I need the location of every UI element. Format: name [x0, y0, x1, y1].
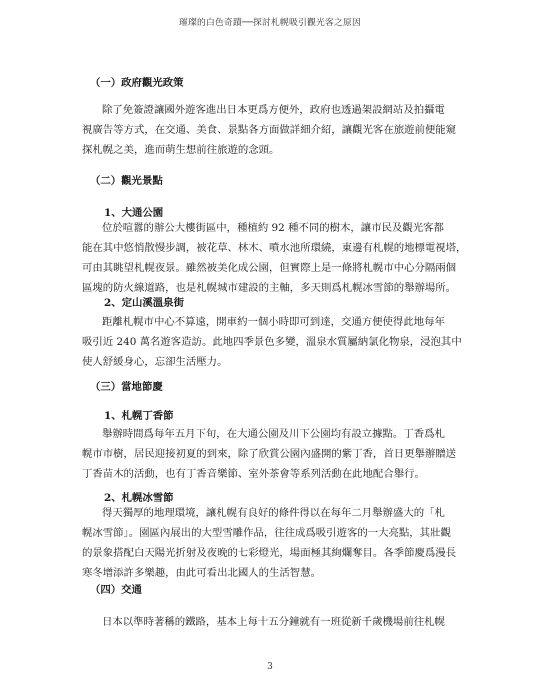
paragraph-line: 得天獨厚的地理環境，讓札幌有良好的條件得以在每年二月舉辦盛大的「札 [102, 507, 445, 519]
paragraph-line: 吸引近 240 萬名遊客造訪。此地四季景色多變，溫泉水質屬納氯化物泉，浸泡其中 [82, 336, 462, 348]
paragraph-line: 幌冰雪節」。園區內展出的大型雪雕作品，往往成爲吸引遊客的一大亮點，其壯觀 [82, 527, 451, 539]
paragraph-transportation [82, 612, 460, 632]
paragraph-line: 可由其眺望札幌夜景。雖然被美化成公園，但實際上是一條將札幌市中心分隔兩個 [82, 262, 457, 274]
paragraph-line: 舉辦時間爲每年五月下旬，在大通公園及川下公園均有設立據點。丁香爲札 [102, 428, 445, 440]
subsection-heading-jozankei-onsen: 2、定山溪溫泉街 [104, 297, 184, 309]
section-heading-government-policy: （一）政府觀光政策 [90, 77, 184, 89]
paragraph-line: 丁香苗木的活動，也有丁香音樂節、室外茶會等系列活動在此地配合舉行。 [82, 468, 425, 480]
paragraph-line: 區塊的防火線道路，也是札幌城市建設的主軸，多天則爲札幌冰雪節的舉辦場所。 [82, 282, 457, 294]
paragraph-line: 視廣告等方式，在交通、美食、景點各方面做詳細介紹，讓觀光客在旅遊前便能窺 [82, 124, 457, 136]
page-number: 3 [267, 662, 273, 672]
paragraph-snow-festival [82, 503, 460, 583]
paragraph-line: 寒冬增添許多樂趣，由此可看出北國人的生活智慧。 [82, 567, 321, 579]
paragraph-line: 位於喧囂的辦公大樓街區中，種植約 92 種不同的樹木，讓市民及觀光客都 [102, 222, 444, 234]
paragraph-line: 日本以準時著稱的鐵路，基本上每十五分鐘就有一班從新千歲機場前往札幌 [102, 616, 445, 628]
paragraph-line: 使人舒緩身心，忘卻生活壓力。 [82, 356, 228, 368]
section-heading-festivals: （三）當地節慶 [90, 381, 163, 393]
paragraph-lilac-festival [82, 424, 460, 484]
paragraph-jozankei-onsen [82, 312, 460, 372]
section-heading-transportation: （四）交通 [90, 584, 142, 596]
paragraph-line: 除了免簽證讓國外遊客進出日本更爲方便外，政府也透過架設網站及拍攝電 [102, 104, 445, 116]
running-header: 璀璨的白色奇蹟──探討札幌吸引觀光客之原因 [179, 18, 361, 28]
paragraph-line: 距離札幌市中心不算遠，開車約一個小時即可到達，交通方便使得此地每年 [102, 316, 445, 328]
subsection-heading-lilac-festival: 1、札幌丁香節 [104, 410, 174, 422]
section-heading-attractions: （二）觀光景點 [90, 175, 163, 187]
paragraph-line: 的景象搭配白天陽光折射及夜晚的七彩燈光，場面極其絢爛奪目。各季節慶爲漫長 [82, 547, 457, 559]
subsection-heading-odori-park: 1、大通公園 [104, 207, 164, 219]
paragraph-odori-park [82, 218, 467, 298]
paragraph-line: 探札幌之美，進而萌生想前往旅遊的念頭。 [82, 144, 280, 156]
paragraph-line: 能在其中悠悄散慢步調，被花草、林木、噴水池所環繞，東邊有札幌的地標電視塔， [82, 242, 467, 254]
subsection-heading-snow-festival: 2、札幌冰雪節 [104, 492, 174, 504]
paragraph-government-policy [82, 100, 460, 160]
paragraph-line: 幌市市樹，居民迎接初夏的到來，除了欣賞公園內盛開的紫丁香，首日更舉辦贈送 [82, 448, 457, 460]
